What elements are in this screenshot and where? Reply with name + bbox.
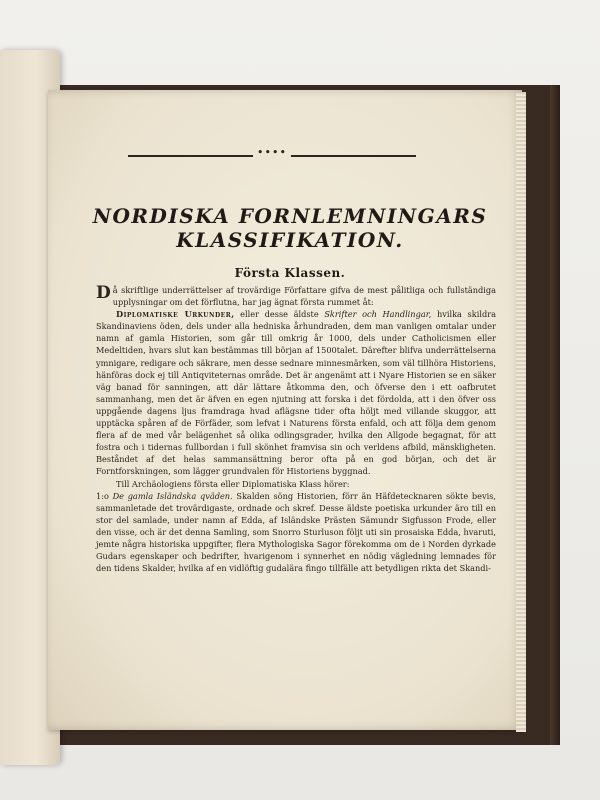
section-subtitle: Första Klassen. — [234, 266, 346, 280]
header-ornament — [128, 146, 416, 160]
ornament-dots: •••• — [257, 146, 287, 159]
ornament-rule-right — [291, 155, 416, 157]
list-item-body: Skalden söng Historien, förr än Häfdetecknaren sökte bevis, sammanletade det trovärdigaste, ordnade och skref. Desse äldste poetiska urkunder äro till en stor del samlade, under namn af Edda, af Isländske Prästen Sämundr Sigfusson Frode, eller den visse, och är det denna Samling, som Snorro Sturluson följt uti sin prosaiska Edda, hvaruti, jemte några historiska uppgifter, flera Mythologiska Sagor förekomma om de i Norden dyrkade Gudars egenskaper och bedrifter, hvarigenom i synnerhet en nödig vägledning lemnades för den tidens Skalder, hvilka af en vidlöftig gudalära fingo tillfälle att betydligen rikta det Skandi- — [96, 490, 497, 574]
paragraph-body: hvilka skildra Skandinaviens öden, dels under alla hedniska århundraden, dem man vanligen omtalar under namn af gamla Historien, som går till omkrig år 1000, dels under Catholicismen eller Medeltiden, hvars slut kan bestämmas till början af 1500talet. Därefter blifva underrättelserna ymnigare, redigare och säkrare, men desse sednare minnesmärken, som väl tillhöra Historiens, hänföras dock ej till Antiqviteternas område. Det är angenämt att i Nyare Historien se en säker väg banad för sanningen, att där lättare åtkomma den, och öfverse den i ett oafbrutet sammanhang, men det är äfven en egen njutning att forska i det fördolda, att i den öfver oss uppgående dagens ljus framdraga hvad aflägsne tider ofta höljt med villande skuggor, att upptäcka spåren af de Förfäder, som lefvat i Naturens första enfald, och att följa dem genom flera af de med vår belägenhet så olika odlingsgrader, hvilka den Allgode begagnat, för att fostra och i tidernas fullbordan i full skönhet framvisa sin och verldens afbild, mänskligheten. Beståndet af det helas sammansättning beror ofta på en god början, och det är Forntforskningen, som lägger grundvalen för Historiens byggnad. — [96, 309, 496, 477]
page-title-line-1: NORDISKA FORNLEMNINGARS — [92, 204, 488, 228]
list-item-title: De gamla Isländska qväden. — [112, 490, 233, 501]
page-title-line-2: KLASSIFIKATION. — [176, 228, 404, 252]
body-text — [96, 284, 496, 574]
intro-paragraph — [96, 284, 496, 308]
paragraph-class-intro: Till Archäologiens första eller Diplomatiska Klass hörer: — [116, 478, 350, 489]
list-number: 1:o — [96, 490, 113, 501]
paragraph-eddas — [96, 490, 496, 575]
paragraph-mid: eller desse äldste — [234, 309, 325, 320]
paragraph-emphasis: Skrifter och Handlingar, — [324, 309, 432, 320]
page-stack-edge — [516, 92, 526, 732]
intro-text: å skriftlige underrättelser af trovärdige Författare gifva de mest pålitliga och fullständiga upplysningar om det förflutna, har jag ägnat första rummet åt: — [112, 285, 496, 308]
ornament-rule-left — [128, 155, 253, 157]
paragraph-diplomatic — [96, 308, 496, 477]
drop-cap: D — [96, 283, 111, 303]
paragraph-lead: Diplomatiske Urkunder, — [116, 309, 235, 320]
